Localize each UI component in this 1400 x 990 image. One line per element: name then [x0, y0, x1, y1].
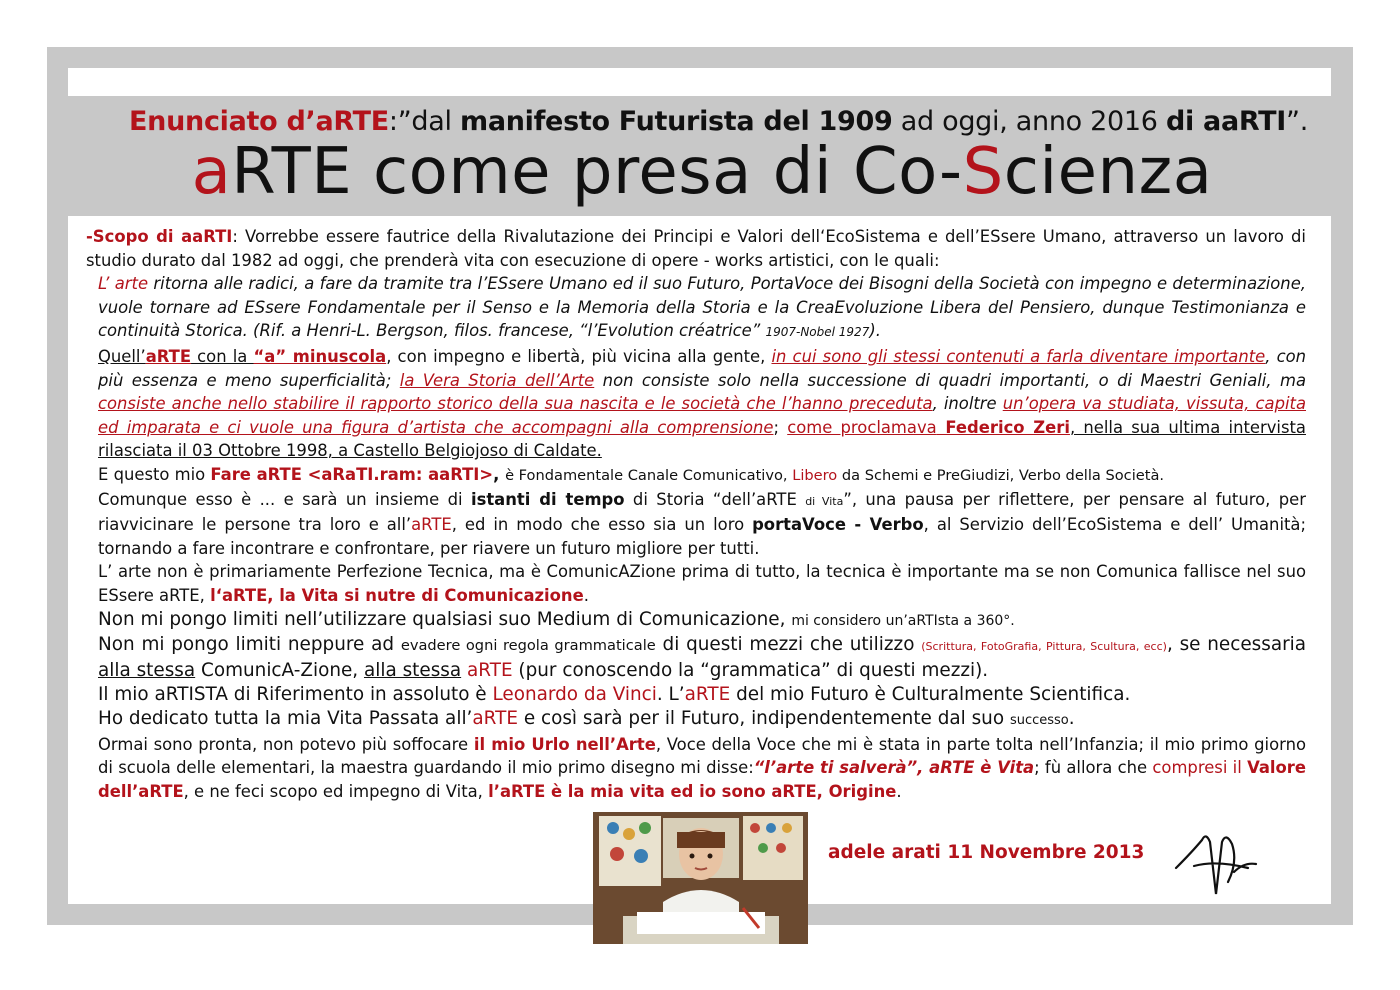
paragraph-limiti: Non mi pongo limiti neppure ad evadere ogni regola grammaticale di questi mezzi che utilizzo (Scrittura, FotoGrafia, Pittura, Scultura, ecc), se necessaria alla stessa ComunicA-Zione, alla stessa aRTE (pur conoscendo la “grammatica” di questi mezzi). — [98, 633, 1307, 681]
paragraph-vita-passata: Ho dedicato tutta la mia Vita Passata all’aRTE e così sarà per il Futuro, indipendentemente dal suo successo. — [98, 707, 1075, 729]
paragraph-urlo: Ormai sono pronta, non potevo più soffocare il mio Urlo nell’Arte, Voce della Voce che mi è stata in parte tolta nell’Infanzia; il mio primo giorno di scuola delle elementari, la maestra guardando il mio primo disegno mi disse:“l’arte ti salverà”, aRTE è Vita; fù allora che compresi il Valore dell’aRTE, e ne feci scopo ed impegno di Vita, l’aRTE è la mia vita ed io sono aRTE, Origine. — [98, 734, 1306, 801]
heading-subtitle: Enunciato d’aRTE:”dal manifesto Futurista del 1909 ad oggi, anno 2016 di aaRTI”. — [129, 106, 1308, 137]
paragraph-quellarte: Quell’aRTE con la “a” minuscola, con impegno e libertà, più vicina alla gente, in cui sono gli stessi contenuti a farla diventare importante, con più essenza e meno superficialità; la Vera Storia dell’Arte non consiste solo nella successione di quadri importanti, o di Maestri Geniali, ma consiste anche nello stabilire il rapporto storico della sua nascita e le società che l’hanno preceduta, inoltre un’opera va studiata, vissuta, capita ed imparata e ci vuole una figura d’artista che accompagni alla comprensione; come proclamava Federico Zeri, nella sua ultima intervista rilasciata il 03 Ottobre 1998, a Castello Belgiojoso di Caldate. — [98, 346, 1307, 461]
paragraph-comunicazione: L’ arte non è primariamente Perfezione Tecnica, ma è ComunicAZione prima di tutto, la tecnica è importante ma se non Comunica fallisce nel suo ESsere aRTE, l‘aRTE, la Vita si nutre di Comunicazione. — [98, 562, 1306, 605]
heading-enunciato: Enunciato d’aRTE — [129, 106, 389, 137]
paragraph-scopo: -Scopo di aaRTI: Vorrebbe essere fautrice della Rivalutazione dei Principi e Valori dell‘EcoSistema e dell’ESsere Umano, attraverso un lavoro di studio durato dal 1982 ad oggi, che prenderà vita con esecuzione di opere - works artistici, con le quali: — [86, 227, 1306, 270]
page-title: aRTE come presa di Co-Scienza — [191, 135, 1213, 209]
manifesto-body — [86, 225, 1306, 803]
signature-date: adele arati 11 Novembre 2013 — [828, 842, 1145, 863]
child-drawing-photo — [593, 812, 808, 944]
photo-illustration — [593, 812, 808, 944]
paragraph-istanti: Comunque esso è ... e sarà un insieme di istanti di tempo di Storia “dell’aRTE di Vita”, una pausa per riflettere, per pensare al futuro, per riavvicinare le persone tra loro e all’aRTE, ed in modo che esso sia un loro portaVoce - Verbo, al Servizio dell’EcoSistema e dell’ Umanità; tornando a fare incontrare e confrontare, per riavere un futuro migliore per tutti. — [98, 489, 1306, 558]
paragraph-arte-radici: L’ arte ritorna alle radici, a fare da tramite tra l’ESsere Umano ed il suo Futuro, PortaVoce dei Bisogni della Società con impegno e determinazione, vuole tornare ad ESsere Fondamentale per il Senso e la Memoria della Storia e la CreaEvoluzione Libera del Pensiero, dunque Testimonianza e continuità Storica. (Rif. a Henri-L. Bergson, filos. francese, “l’Evolution créatrice” 1907-Nobel 1927). — [98, 274, 1306, 341]
top-strip — [68, 68, 1331, 96]
paragraph-medium: Non mi pongo limiti nell’utilizzare qualsiasi suo Medium di Comunicazione, mi considero un’aRTIsta a 360°. — [98, 608, 1015, 630]
paragraph-fare-arte: E questo mio Fare aRTE <aRaTI.ram: aaRTI>, è Fondamentale Canale Comunicativo, Libero da Schemi e PreGiudizi, Verbo della Società. — [98, 464, 1165, 484]
paragraph-leonardo: Il mio aRTISTA di Riferimento in assoluto è Leonardo da Vinci. L’aRTE del mio Futuro è Culturalmente Scientifica. — [98, 683, 1131, 705]
signature-mark-icon — [1172, 822, 1262, 902]
